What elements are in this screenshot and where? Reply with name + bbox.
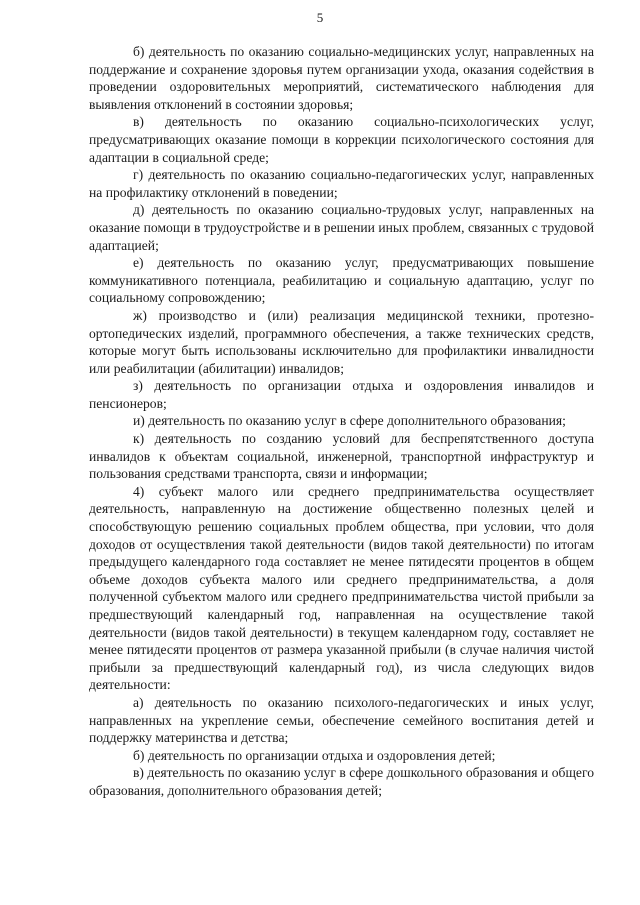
paragraph-6e: е) деятельность по оказанию услуг, предусматривающих повышение коммуникативного потенциала, реабилитацию и социальную адаптацию, услуг по социальному сопровождению; [89, 255, 594, 306]
paragraph-6zh: ж) производство и (или) реализация медицинской техники, протезно-ортопедических изделий, программного обеспечения, а также технических средств, которые могут быть использованы исключительно для профилактики инвалидности или реабилитации (абилитации) инвалидов; [89, 307, 594, 376]
paragraph-4b: б) деятельность по организации отдыха и оздоровления детей; [133, 747, 496, 763]
paragraph-6v: в) деятельность по оказанию социально-психологических услуг, предусматривающих оказание помощи в коррекции психологического состояния для адаптации в социальной среде; [89, 114, 594, 165]
paragraph-6i: и) деятельность по оказанию услуг в сфере дополнительного образования; [133, 413, 566, 429]
paragraph-6g: г) деятельность по оказанию социально-педагогических услуг, направленных на профилактику отклонений в поведении; [89, 167, 594, 200]
paragraph-6z: з) деятельность по организации отдыха и оздоровления инвалидов и пенсионеров; [89, 378, 594, 411]
paragraph-item-4: 4) субъект малого или среднего предпринимательства осуществляет деятельность, направленную на достижение общественно полезных целей и способствующую решению социальных проблем общества, при условии, что доля доходов от осуществления такой деятельности (видов такой деятельности) по итогам предыдущего календарного года составляет не менее пятидесяти процентов в общем объеме доходов субъекта малого или среднего предпринимательства, а доля полученной субъектом малого или среднего предпринимательства чистой прибыли за предшествующий календарный год, направленная на осуществление такой деятельности (видов такой деятельности) в текущем календарном году, составляет не менее пятидесяти процентов от размера указанной прибыли (в случае наличия чистой прибыли за предшествующий календарный год), из числа следующих видов деятельности: [89, 483, 594, 693]
paragraph-6d: д) деятельность по оказанию социально-трудовых услуг, направленных на оказание помощи в трудоустройстве и в решении иных проблем, связанных с трудовой адаптацией; [89, 202, 594, 253]
paragraph-4a: а) деятельность по оказанию психолого-педагогических и иных услуг, направленных на укрепление семьи, обеспечение семейного воспитания детей и поддержку материнства и детства; [89, 694, 594, 746]
document-body [89, 43, 594, 800]
paragraph-6k: к) деятельность по созданию условий для беспрепятственного доступа инвалидов к объектам социальной, инженерной, транспортной инфраструктур и пользования средствами транспорта, связи и информации; [89, 431, 594, 482]
paragraph-4v: в) деятельность по оказанию услуг в сфере дошкольного образования и общего образования, дополнительного образования детей; [89, 765, 594, 798]
paragraph-6b: б) деятельность по оказанию социально-медицинских услуг, направленных на поддержание и сохранение здоровья путем организации ухода, оказания содействия в проведении оздоровительных мероприятий, систематического наблюдения для выявления отклонений в состоянии здоровья; [89, 44, 594, 112]
page-number: 5 [316, 10, 324, 25]
